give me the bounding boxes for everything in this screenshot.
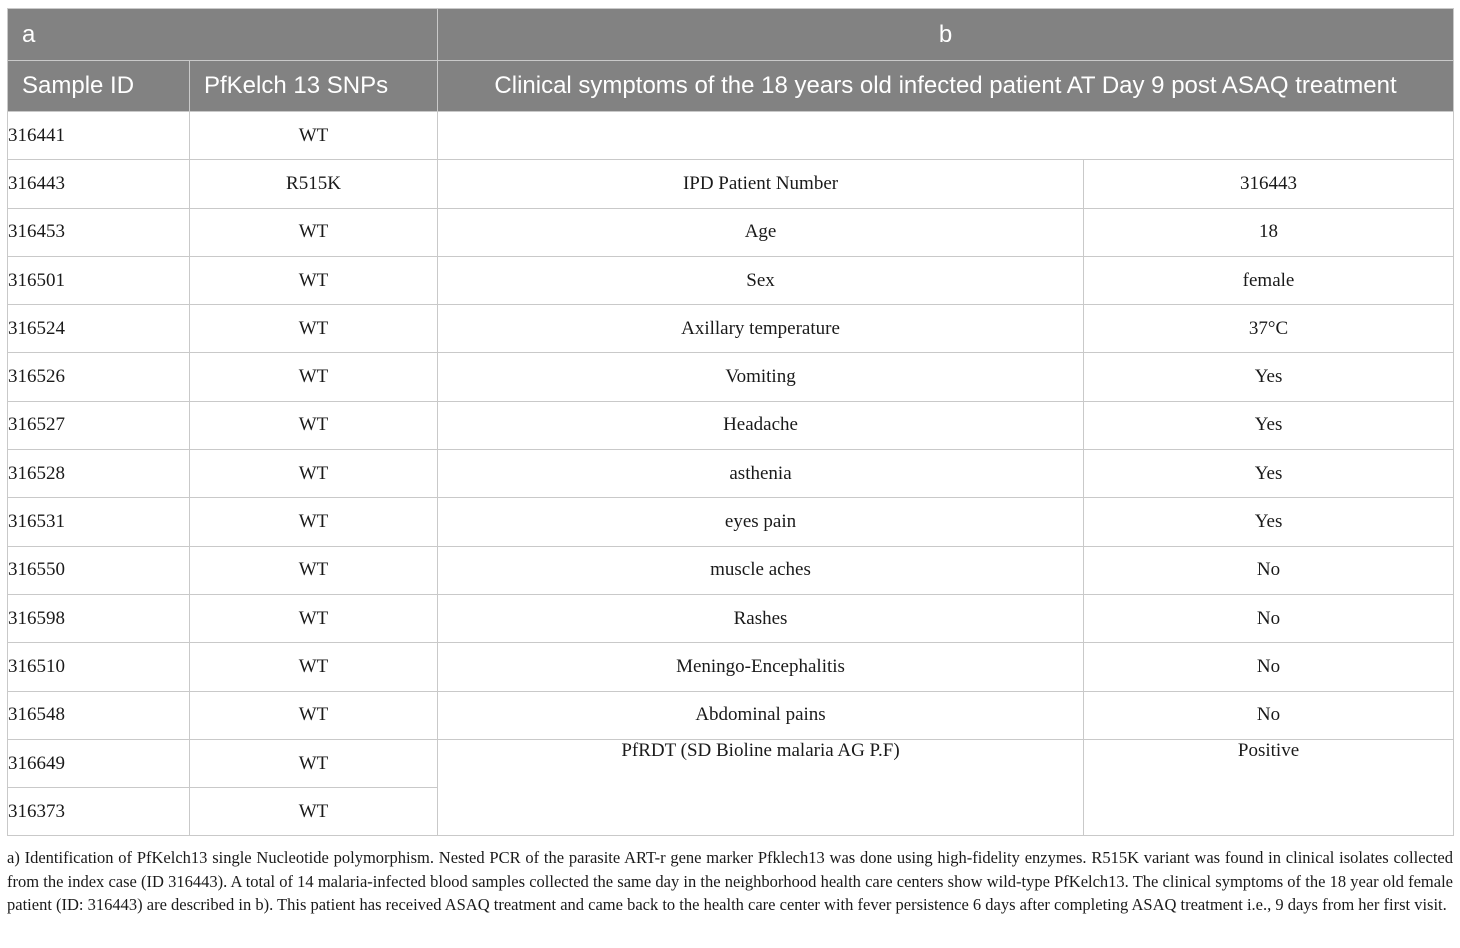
snp-cell: WT: [190, 256, 438, 304]
symptom-label-cell: Vomiting: [438, 353, 1084, 401]
sample-id-cell: 316528: [8, 450, 190, 498]
symptom-value-cell: female: [1084, 256, 1454, 304]
symptom-value-cell: Positive: [1084, 739, 1454, 836]
table-row: [8, 739, 1454, 787]
symptom-label-cell: Rashes: [438, 594, 1084, 642]
table-row: [8, 305, 1454, 353]
snp-cell: WT: [190, 450, 438, 498]
symptom-value-cell: No: [1084, 546, 1454, 594]
panel-a-label: a: [8, 9, 438, 61]
table-row: [8, 546, 1454, 594]
sample-id-cell: 316524: [8, 305, 190, 353]
symptom-label-cell: eyes pain: [438, 498, 1084, 546]
table-row: [8, 112, 1454, 160]
sample-id-cell: 316501: [8, 256, 190, 304]
snp-cell: WT: [190, 112, 438, 160]
snp-cell: WT: [190, 208, 438, 256]
symptom-label-cell: Sex: [438, 256, 1084, 304]
snp-cell: WT: [190, 498, 438, 546]
table-row: [8, 594, 1454, 642]
symptom-value-cell: Yes: [1084, 450, 1454, 498]
sample-id-cell: 316441: [8, 112, 190, 160]
sample-id-cell: 316453: [8, 208, 190, 256]
table-row: [8, 160, 1454, 208]
symptom-label-cell: Headache: [438, 401, 1084, 449]
symptom-value-cell: 37°C: [1084, 305, 1454, 353]
sample-id-cell: 316550: [8, 546, 190, 594]
snp-cell: WT: [190, 353, 438, 401]
sample-id-cell: 316526: [8, 353, 190, 401]
symptom-label-cell: Axillary temperature: [438, 305, 1084, 353]
sample-id-cell: 316649: [8, 739, 190, 787]
table-row: [8, 256, 1454, 304]
snp-cell: WT: [190, 643, 438, 691]
symptom-value-cell: No: [1084, 691, 1454, 739]
symptom-value-cell: No: [1084, 643, 1454, 691]
table-row: [8, 401, 1454, 449]
symptom-value-cell: Yes: [1084, 353, 1454, 401]
symptom-value-cell: Yes: [1084, 498, 1454, 546]
sample-id-cell: 316531: [8, 498, 190, 546]
panel-b-label: b: [438, 9, 1454, 61]
snp-cell: WT: [190, 739, 438, 787]
column-header-row: [8, 61, 1454, 112]
sample-id-cell: 316510: [8, 643, 190, 691]
table-row: [8, 353, 1454, 401]
symptom-label-cell: IPD Patient Number: [438, 160, 1084, 208]
snp-cell: WT: [190, 788, 438, 836]
snp-cell: WT: [190, 401, 438, 449]
snp-cell: WT: [190, 305, 438, 353]
results-table: [7, 8, 1454, 836]
table-caption: a) Identification of PfKelch13 single Nucleotide polymorphism. Nested PCR of the parasite ART-r gene marker Pfklech13 was done using high-fidelity enzymes. R515K variant was found in clinical isolates collected from the index case (ID 316443). A total of 14 malaria-infected blood samples collected the same day in the neighborhood health care centers show wild-type PfKelch13. The clinical symptoms of the 18 year old female patient (ID: 316443) are described in b). This patient has received ASAQ treatment and came back to the health care center with fever persistence 6 days after completing ASAQ treatment i.e., 9 days from her first visit.: [7, 848, 1453, 914]
sample-id-header: Sample ID: [8, 61, 190, 112]
symptom-label-cell: Age: [438, 208, 1084, 256]
sample-id-cell: 316548: [8, 691, 190, 739]
symptom-value-cell: 18: [1084, 208, 1454, 256]
sample-id-cell: 316443: [8, 160, 190, 208]
table-row: [8, 450, 1454, 498]
symptom-label-cell: PfRDT (SD Bioline malaria AG P.F): [438, 739, 1084, 836]
table-row: [8, 498, 1454, 546]
snp-cell: WT: [190, 691, 438, 739]
table-row: [8, 208, 1454, 256]
panel-header-row: [8, 9, 1454, 61]
symptom-value-cell: 316443: [1084, 160, 1454, 208]
symptom-value-cell: No: [1084, 594, 1454, 642]
snp-cell: R515K: [190, 160, 438, 208]
symptom-label-cell: Abdominal pains: [438, 691, 1084, 739]
symptom-label-cell: muscle aches: [438, 546, 1084, 594]
symptom-value-cell: Yes: [1084, 401, 1454, 449]
sample-id-cell: 316373: [8, 788, 190, 836]
snps-header: PfKelch 13 SNPs: [190, 61, 438, 112]
snp-cell: WT: [190, 594, 438, 642]
symptom-label-cell: asthenia: [438, 450, 1084, 498]
symptom-label-cell: Meningo-Encephalitis: [438, 643, 1084, 691]
sample-id-cell: 316598: [8, 594, 190, 642]
snp-cell: WT: [190, 546, 438, 594]
sample-id-cell: 316527: [8, 401, 190, 449]
table-row: [8, 691, 1454, 739]
clinical-symptoms-header: Clinical symptoms of the 18 years old infected patient AT Day 9 post ASAQ treatment: [438, 61, 1454, 112]
table-row: [8, 643, 1454, 691]
empty-cell: [438, 112, 1454, 160]
